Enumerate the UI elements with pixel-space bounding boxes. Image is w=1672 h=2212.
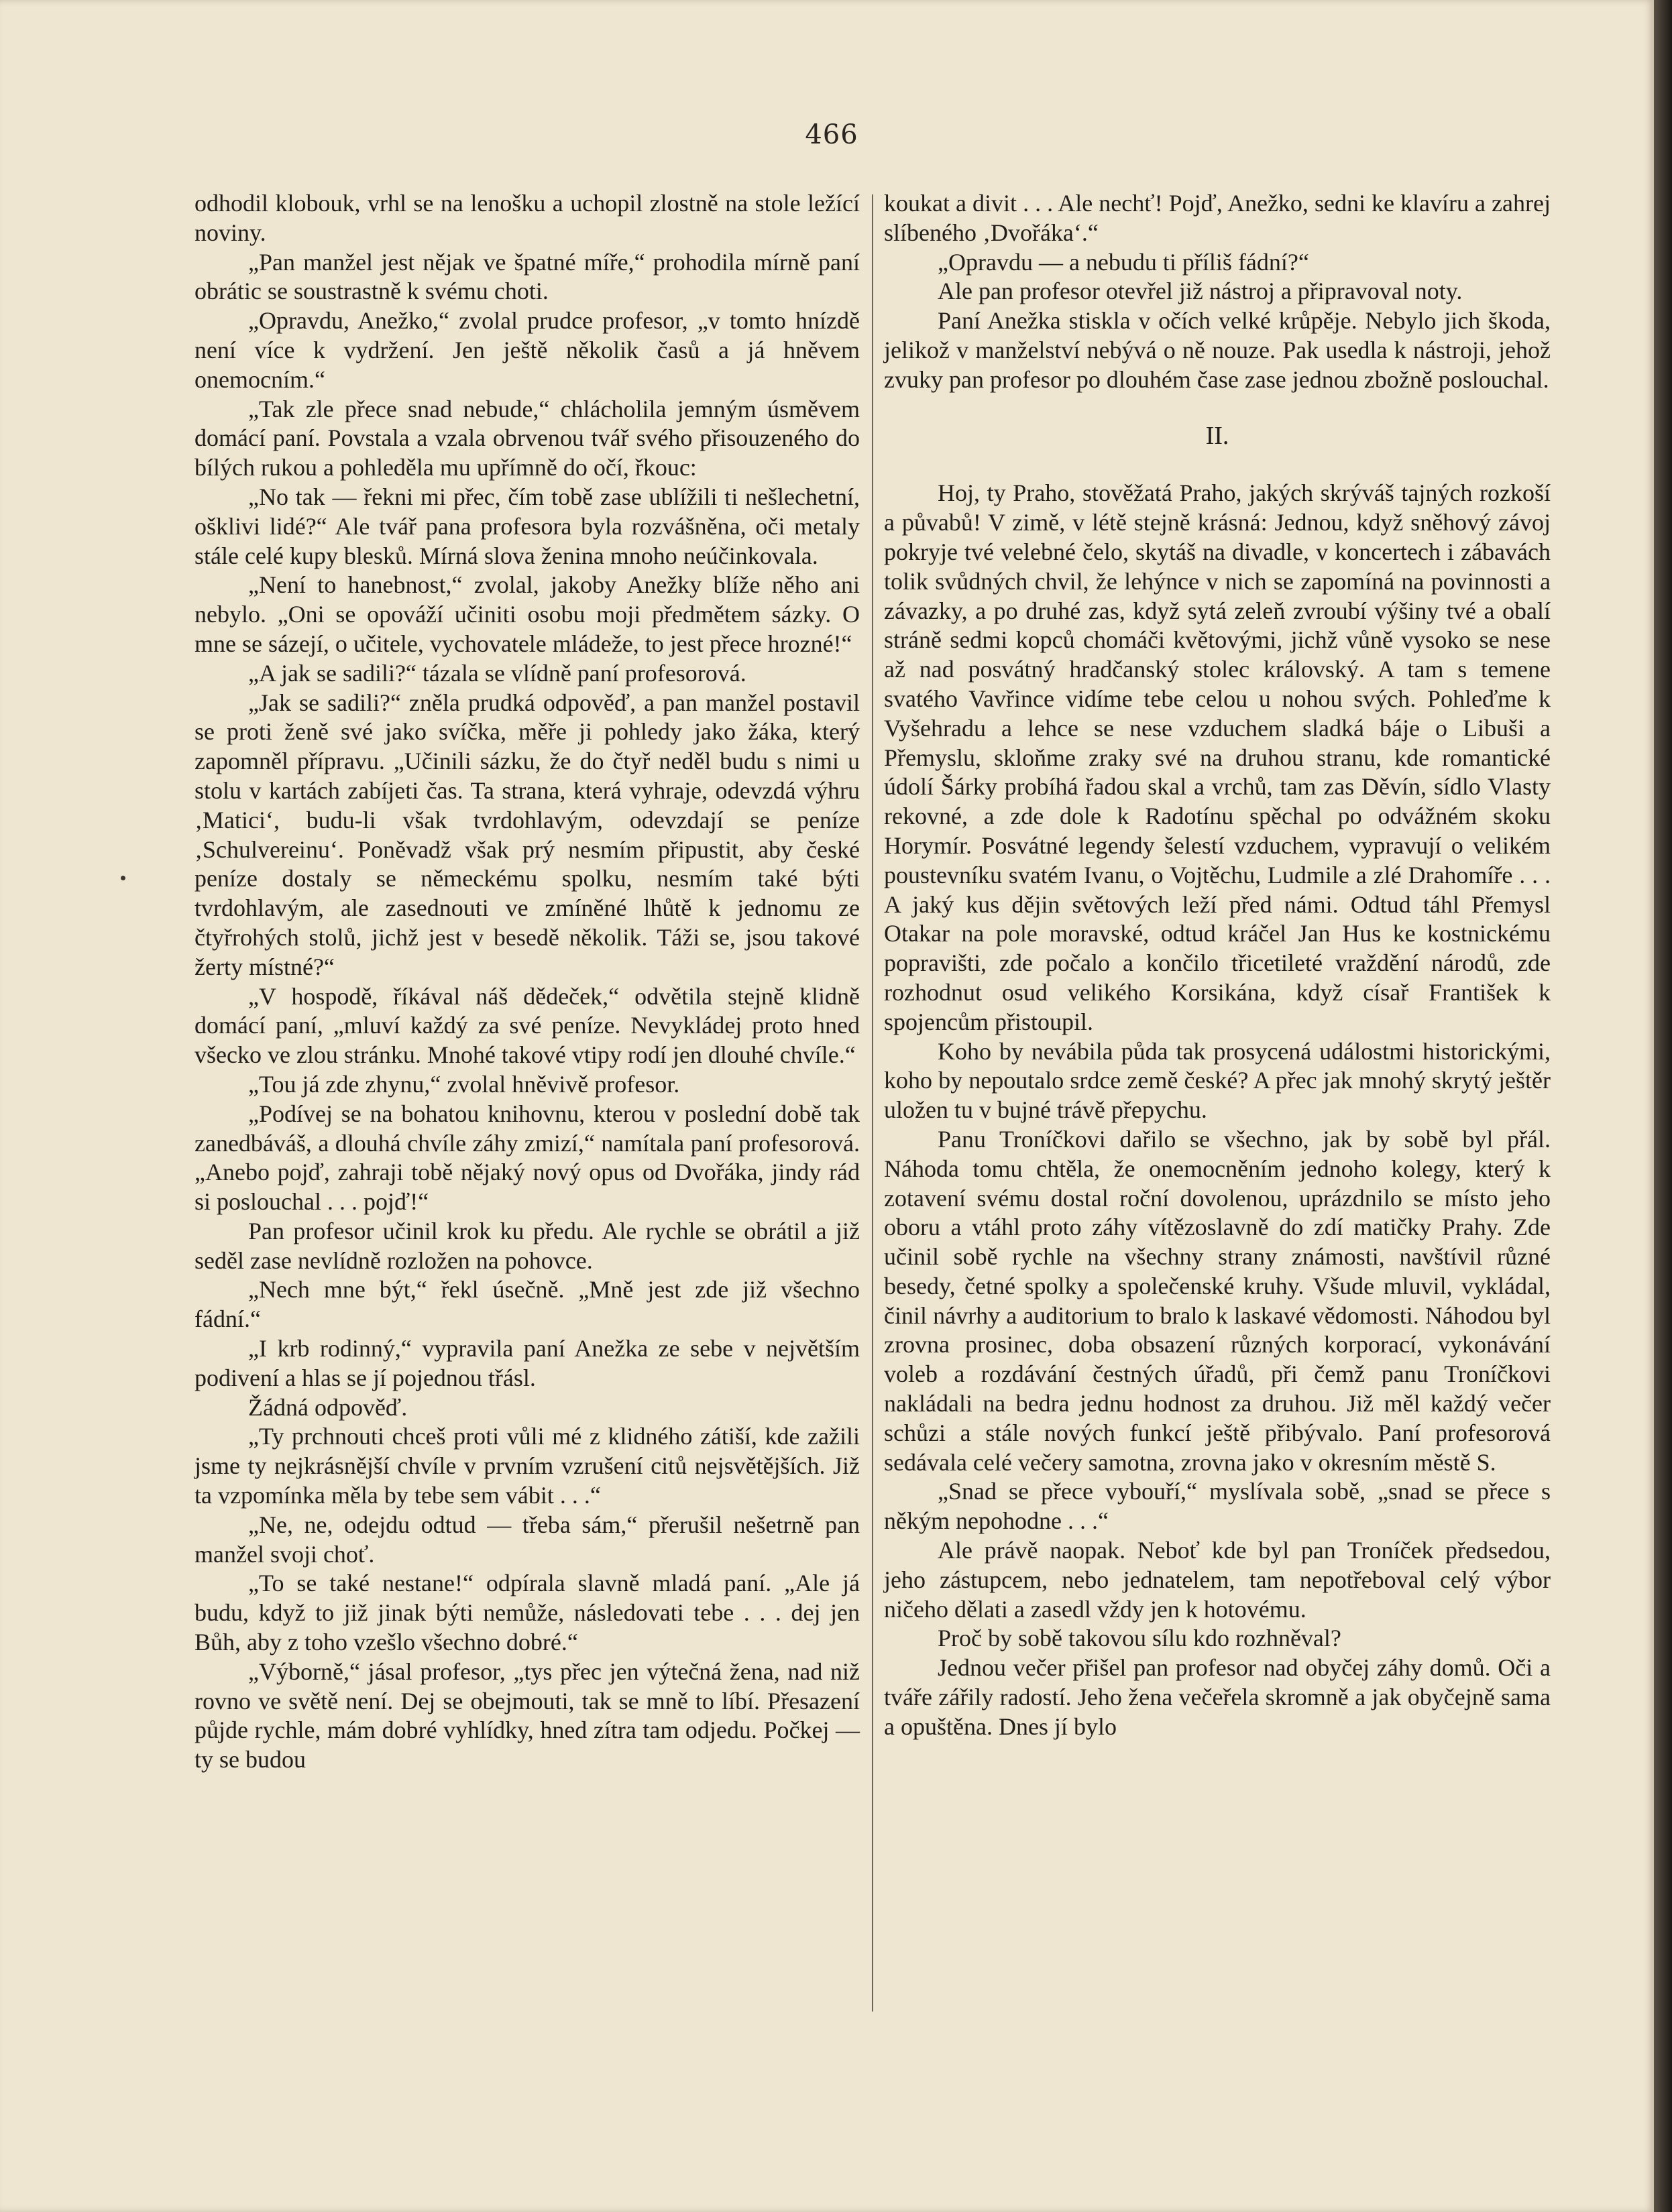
margin-mark [121,876,125,880]
section-heading: II. [1205,421,1229,450]
paragraph: Paní Anežka stiskla v očích velké krůpěje. Nebylo jich škoda, jelikož v manželství nebývá o ně nouze. Pak usedla k nástroji, jehož zvuky pan profesor po dlouhém čase zase jednou zbožně poslouchal. [884,307,1551,393]
paragraph: „V hospodě, říkával náš dědeček,“ odvětila stejně klidně domácí paní, „mluví každý za své peníze. Nevykládej proto hned všecko ve zlou stránku. Mnohé takové vtipy rodí jen dlouhé chvíle.“ [194,982,860,1069]
paragraph: „No tak — řekni mi přec, čím tobě zase ublížili ti nešlechetní, ošklivi lidé?“ Ale tvář pana profesora byla rozvášněna, oči metaly stále celé kupy blesků. Mírná slova ženina mnoho neúčinkovala. [194,483,860,569]
paragraph: Panu Troníčkovi dařilo se všechno, jak by sobě byl přál. Náhoda tomu chtěla, že onemocněním jednoho kolegy, který k zotavení svému dostal roční dovolenou, uprázdnilo se místo jeho oboru a vtáhl proto záhy vítězoslavně do zdí matičky Prahy. Zde učinil sobě rychle na všechny strany známosti, navštívil různé besedy, četné spolky a společenské kruhy. Všude mluvil, vykládal, činil návrhy a auditorium to bralo k laskavé vědomosti. Náhodou byl zrovna prosinec, doba obsazení různých korporací, vykonávání voleb a rozdávání čestných úřadů, při čemž panu Troníčkovi nakládali na bedra jednu hodnost za druhou. Již měl každý večer schůzi a stále nových funkcí ještě přibývalo. Paní profesorová sedávala celé večery samotna, zrovna jako v okresním městě S. [884,1125,1551,1476]
paragraph: „Podívej se na bohatou knihovnu, kterou v poslední době tak zanedbáváš, a dlouhá chvíle záhy zmizí,“ namítala paní profesorová. „Anebo pojď, zahraji tobě nějaký nový opus od Dvořáka, jindy rád si poslouchal . . . pojď!“ [194,1100,860,1216]
paragraph: „Jak se sadili?“ zněla prudká odpověď, a pan manžel postavil se proti ženě své jako svíčka, měře ji pohledy jako žáka, který zapomněl přípravu. „Učinili sázku, že do čtyř neděl budu s nimi u stolu v kartách zabíjeti čas. Ta strana, která vyhraje, odevzdá výhru ‚Matici‘, budu-li však tvrdohlavým, odevzdají se peníze ‚Schulvereinu‘. Poněvadž však prý nesmím připustit, aby české peníze dostaly se německému spolku, nesmím také býti tvrdohlavým, ale zasednouti ve zmíněné lhůtě k jednomu ze čtyřrohých stolů, jichž jest v besedě několik. Táži se, jsou takové žerty místné?“ [194,689,860,980]
paragraph: „I krb rodinný,“ vypravila paní Anežka ze sebe v největším podivení a hlas se jí pojednou třásl. [194,1335,860,1391]
page-number: 466 [805,119,858,150]
paragraph: „Výborně,“ jásal profesor, „tys přec jen výtečná žena, nad niž rovno ve světě není. Dej se obejmouti, tak se mně to líbí. Přesazení půjde rychle, mám dobré vyhlídky, hned zítra tam odjedu. Počkej — ty se budou [194,1657,860,1773]
paragraph: Ale pan profesor otevřel již nástroj a připravoval noty. [938,278,1463,305]
paragraph: „Ty prchnouti chceš proti vůli mé z klidného zátiší, kde zažili jsme ty nejkrásnější chvíle v prvním vzrušení citů nejsvětějších. Již ta vzpomínka měla by tebe sem vábit . . .“ [194,1423,860,1509]
paragraph: koukat a divit . . . Ale nechť! Pojď, Anežko, sedni ke klavíru a zahrej slíbeného ‚Dvořáka‘.“ [884,190,1551,246]
page-edge-shadow [1654,0,1672,2212]
column-divider [872,194,873,2012]
paragraph: Koho by nevábila půda tak prosycená událostmi historickými, koho by nepoutalo srdce země české? A přec jak mnohý skrytý ještěr uložen tu v bujné trávě přepychu. [884,1037,1551,1124]
paragraph: odhodil klobouk, vrhl se na lenošku a uchopil zlostně na stole ležící noviny. [194,190,860,246]
paragraph: „Pan manžel jest nějak ve špatné míře,“ prohodila mírně paní obrátic se soustrastně k svému choti. [194,248,860,305]
paragraph: Pan profesor učinil krok ku předu. Ale rychle se obrátil a již seděl zase nevlídně rozložen na pohovce. [194,1217,860,1274]
paragraph: „A jak se sadili?“ tázala se vlídně paní profesorová. [248,659,746,687]
paragraph: „Není to hanebnost,“ zvolal, jakoby Anežky blíže něho ani nebylo. „Oni se opováží učiniti osobu moji předmětem sázky. O mne se sázejí, o učitele, vychovatele mládeže, to jest přece hrozné!“ [194,571,860,657]
paragraph: „Tou já zde zhynu,“ zvolal hněvivě profesor. [248,1070,680,1098]
paragraph: „Ne, ne, odejdu odtud — třeba sám,“ přerušil nešetrně pan manžel svoji choť. [194,1511,860,1568]
paragraph: „Opravdu, Anežko,“ zvolal prudce profesor, „v tomto hnízdě není více k vydržení. Jen ještě několik časů a já hněvem onemocním.“ [194,307,860,393]
paragraph: Jednou večer přišel pan profesor nad obyčej záhy domů. Oči a tváře zářily radostí. Jeho žena večeřela skromně a jak obyčejně sama a opuštěna. Dnes jí bylo [884,1654,1551,1740]
left-text-column [194,189,860,1775]
paragraph: „Snad se přece vybouří,“ myslívala sobě, „snad se přece s někým nepohodne . . .“ [884,1478,1551,1535]
paragraph: Ale právě naopak. Neboť kde byl pan Troníček předsedou, jeho zástupcem, nebo jednatelem, tam nepotřeboval celý výbor ničeho dělati a zasedl vždy jen k hotovému. [884,1537,1551,1623]
paragraph: „To se také nestane!“ odpírala slavně mladá paní. „Ale já budu, když to již jinak býti nemůže, následovati tebe . . . dej jen Bůh, aby z toho vzešlo všechno dobré.“ [194,1570,860,1656]
paragraph: „Nech mne být,“ řekl úsečně. „Mně jest zde již všechno fádní.“ [194,1276,860,1333]
paragraph: „Opravdu — a nebudu ti příliš fádní?“ [938,248,1309,276]
paragraph: Proč by sobě takovou sílu kdo rozhněval? [938,1625,1341,1652]
paragraph: Hoj, ty Praho, stověžatá Praho, jakých skrýváš tajných rozkoší a půvabů! V zimě, v létě stejně krásná: Jednou, když sněhový závoj pokryje tvé velebné čelo, skytáš na divadle, v koncertech i zábavách tolik svůdných chvil, že lehýnce v nich se zapomíná na povinnosti a závazky, a po druhé zas, když sytá zeleň zvroubí výšiny tvé a obalí stráně sedmi kopců chomáči květovými, jichž vůně vysoko se nese až nad posvátný hradčanský stolec královský. A tam s temene svatého Vavřince vidíme tebe celou u nohou svých. Pohleďme k Vyšehradu a lehce se nese vzduchem sladká báje o Libuši a Přemyslu, skloňme zraky své na druhou stranu, kde romantické údolí Šárky probíhá řadou skal a vrchů, tam zas Děvín, sídlo Vlasty rekovné, a zde dole k Radotínu spěchal po odvážném skoku Horymír. Posvátné legendy šelestí vzduchem, vypravují o velikém poustevníku svatém Ivanu, o Vojtěchu, Ludmile a zlé Drahomíře . . . A jaký kus dějin světových leží před námi. Odtud táhl Přemysl Otakar na pole moravské, odtud kráčel Jan Hus ke kostnickému popravišti, zde počalo a končilo třicetileté vraždění národů, zde rozhodnut osud velikého Korsikána, když císař František k spojencům přistoupil. [884,479,1551,1035]
paragraph: „Tak zle přece snad nebude,“ chlácholila jemným úsměvem domácí paní. Povstala a vzala obrvenou tvář svého přisouzeného do bílých rukou a pohleděla mu upřímně do očí, řkouc: [194,395,860,481]
right-text-column [884,189,1551,1742]
right-column-part-two [884,479,1551,1741]
paragraph: Žádná odpověď. [248,1393,408,1421]
right-column-part-one [884,189,1551,395]
